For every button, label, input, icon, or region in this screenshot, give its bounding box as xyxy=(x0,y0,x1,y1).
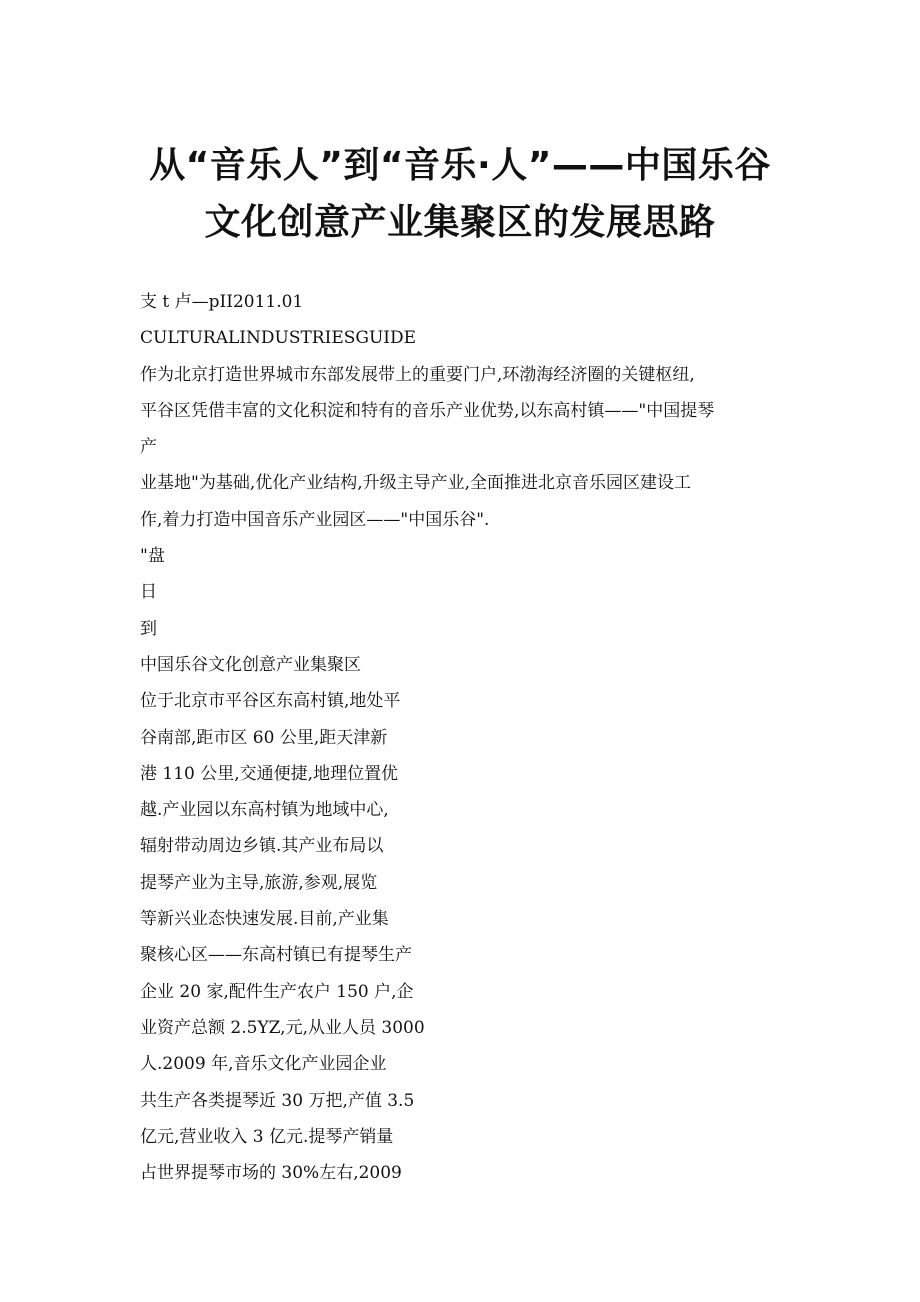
text-line: 提琴产业为主导,旅游,参观,展览 xyxy=(140,872,378,893)
text-line: 等新兴业态快速发展.目前,产业集 xyxy=(140,909,389,930)
text-line: 到 xyxy=(140,618,157,639)
text-line: 越.产业园以东高村镇为地域中心, xyxy=(140,800,389,821)
text-line: 产 xyxy=(140,437,157,458)
text-line: 作为北京打造世界城市东部发展带上的重要门户,环渤海经济圈的关键枢纽, xyxy=(140,364,695,385)
text-line: 聚核心区——东高村镇已有提琴生产 xyxy=(140,945,412,966)
text-line: 占世界提琴市场的 30%左右,2009 xyxy=(140,1163,402,1184)
journal-name-line: CULTURALINDUSTRIESGUIDE xyxy=(140,328,417,349)
issue-info-line: 支 t 卢—pII2011.01 xyxy=(140,292,304,312)
document-title-line-2: 文化创意产业集聚区的发展思路 xyxy=(204,202,716,243)
text-line: 业基地"为基础,优化产业结构,升级主导产业,全面推进北京音乐园区建设工 xyxy=(140,473,692,494)
text-line: "盘 xyxy=(140,546,165,567)
text-line: 日 xyxy=(140,582,157,603)
text-line: 共生产各类提琴近 30 万把,产值 3.5 xyxy=(140,1090,415,1111)
text-line: 业资产总额 2.5YZ,元,从业人员 3000 xyxy=(140,1017,425,1038)
text-line: 平谷区凭借丰富的文化积淀和特有的音乐产业优势,以东高村镇——"中国提琴 xyxy=(140,400,715,421)
text-line: 港 110 公里,交通便捷,地理位置优 xyxy=(140,763,399,784)
text-line: 位于北京市平谷区东高村镇,地处平 xyxy=(140,691,401,712)
text-line: 人.2009 年,音乐文化产业园企业 xyxy=(140,1054,387,1075)
text-line: 亿元,营业收入 3 亿元.提琴产销量 xyxy=(140,1126,394,1147)
document-title-line-1: 从“音乐人”到“音乐·人”——中国乐谷 xyxy=(149,145,771,186)
text-line: 作,着力打造中国音乐产业园区——"中国乐谷". xyxy=(140,509,490,530)
text-line: 中国乐谷文化创意产业集聚区 xyxy=(140,654,361,675)
document-body xyxy=(140,284,840,1191)
text-line: 辐射带动周边乡镇.其产业布局以 xyxy=(140,836,384,857)
text-line: 谷南部,距市区 60 公里,距天津新 xyxy=(140,727,388,748)
text-line: 企业 20 家,配件生产农户 150 户,企 xyxy=(140,981,414,1002)
